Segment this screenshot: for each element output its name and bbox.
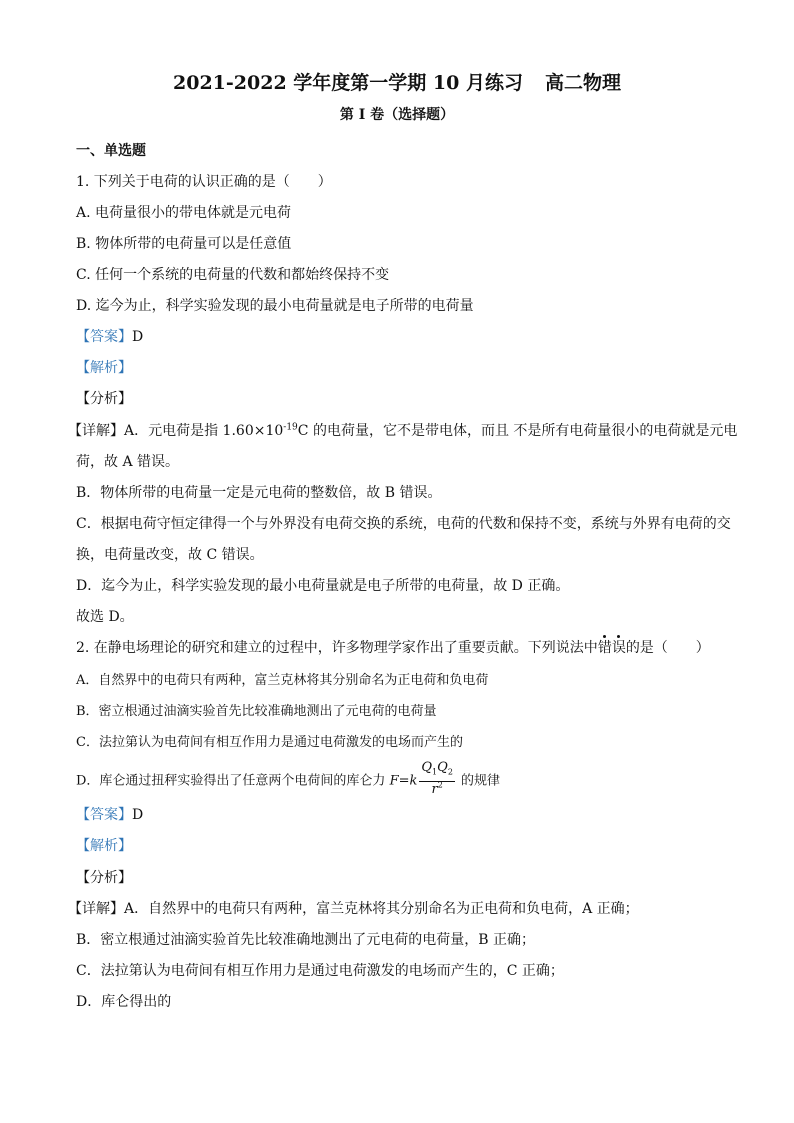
q1-analysis-tag: 【解析】 <box>76 360 132 376</box>
q2-fenxi-tag: 【分析】 <box>76 870 132 886</box>
q2-option-d <box>76 762 500 800</box>
q1-option-a: A. 电荷量很小的带电体就是元电荷 <box>76 205 292 221</box>
q2-answer-tag: 【答案】 <box>76 807 132 823</box>
q1-detail-tag: 【详解】 <box>68 423 124 439</box>
q2-option-d-text-2: 的规律 <box>461 773 501 789</box>
q1-answer-tag: 【答案】 <box>76 329 132 345</box>
q2-stem-emphasis-2: 误 <box>612 637 626 659</box>
coulomb-formula <box>419 760 455 798</box>
q1-detail-c-cont: 换，电荷量改变，故 C 错误。 <box>76 547 264 563</box>
q2-detail-a-text: A．自然界中的电荷只有两种，富兰克林将其分别命名为正电荷和负电荷，A 正确； <box>124 901 639 917</box>
q1-fenxi-tag: 【分析】 <box>76 391 132 407</box>
q2-detail-tag: 【详解】 <box>68 901 124 917</box>
formula-r-sup: 2 <box>437 780 443 790</box>
page-subtitle: 第 I 卷（选择题） <box>339 107 455 123</box>
q2-option-b: B．密立根通过油滴实验首先比较准确地测出了元电荷的电荷量 <box>76 704 437 719</box>
q1-detail-c: C．根据电荷守恒定律得一个与外界没有电荷交换的系统，电荷的代数和保持不变，系统与外界有电荷的交 <box>76 516 731 532</box>
q1-detail-a-exponent: -19 <box>283 422 298 433</box>
formula-q2-sub: 2 <box>447 767 453 777</box>
q1-option-b: B. 物体所带的电荷量可以是任意值 <box>76 236 292 252</box>
q2-detail-a <box>68 898 639 920</box>
q2-answer-value: D <box>132 807 144 823</box>
q1-answer-value: D <box>132 329 144 345</box>
q2-detail-c: C．法拉第认为电荷间有相互作用力是通过电荷激发的电场而产生的，C 正确； <box>76 963 564 979</box>
title-main: 2021-2022 学年度第一学期 10 月练习 <box>173 72 523 94</box>
q2-stem <box>76 637 710 659</box>
q2-analysis-tag: 【解析】 <box>76 838 132 854</box>
section-heading: 一、单选题 <box>76 143 146 159</box>
q2-stem-text-2: 的是（ ） <box>625 640 710 656</box>
q2-stem-text: 2. 在静电场理论的研究和建立的过程中，许多物理学家作出了重要贡献。下列说法中 <box>76 640 598 656</box>
formula-r: r <box>431 781 438 797</box>
q2-stem-emphasis-1: 错 <box>598 637 612 659</box>
q1-option-c: C. 任何一个系统的电荷量的代数和都始终保持不变 <box>76 267 390 283</box>
q1-conclusion: 故选 D。 <box>76 609 134 625</box>
q2-detail-d: D．库仑得出的 <box>76 994 172 1010</box>
q1-detail-a-text-2: C 的电荷量，它不是带电体，而且 不是所有电荷量很小的电荷就是元电 <box>297 423 738 439</box>
formula-denominator <box>419 782 455 798</box>
formula-numerator <box>419 760 455 782</box>
q1-detail-b: B．物体所带的电荷量一定是元电荷的整数倍，故 B 错误。 <box>76 485 442 501</box>
formula-lhs: F=k <box>389 773 418 789</box>
q1-detail-a <box>68 420 737 442</box>
q2-detail-b: B．密立根通过油滴实验首先比较准确地测出了元电荷的电荷量，B 正确； <box>76 932 536 948</box>
q1-answer <box>76 326 143 348</box>
formula-q2: Q <box>437 760 448 775</box>
title-subject: 高二物理 <box>544 72 621 94</box>
formula-q1: Q <box>421 760 433 775</box>
q1-detail-a-cont: 荷，故 A 错误。 <box>76 454 180 470</box>
q1-stem: 1. 下列关于电荷的认识正确的是（ ） <box>76 174 332 190</box>
q1-option-d: D. 迄今为止，科学实验发现的最小电荷量就是电子所带的电荷量 <box>76 298 474 314</box>
page-title <box>0 70 794 96</box>
q2-option-d-text: D．库仑通过扭秤实验得出了任意两个电荷间的库仑力 <box>76 773 386 789</box>
q2-answer <box>76 804 143 826</box>
q1-detail-d: D．迄今为止，科学实验发现的最小电荷量就是电子所带的电荷量，故 D 正确。 <box>76 578 570 594</box>
q2-option-c: C．法拉第认为电荷间有相互作用力是通过电荷激发的电场而产生的 <box>76 735 463 750</box>
q2-option-a: A．自然界中的电荷只有两种，富兰克林将其分别命名为正电荷和负电荷 <box>76 673 489 688</box>
q1-detail-a-text: A．元电荷是指 1.60×10 <box>124 423 284 439</box>
formula-q1-sub: 1 <box>432 767 438 777</box>
